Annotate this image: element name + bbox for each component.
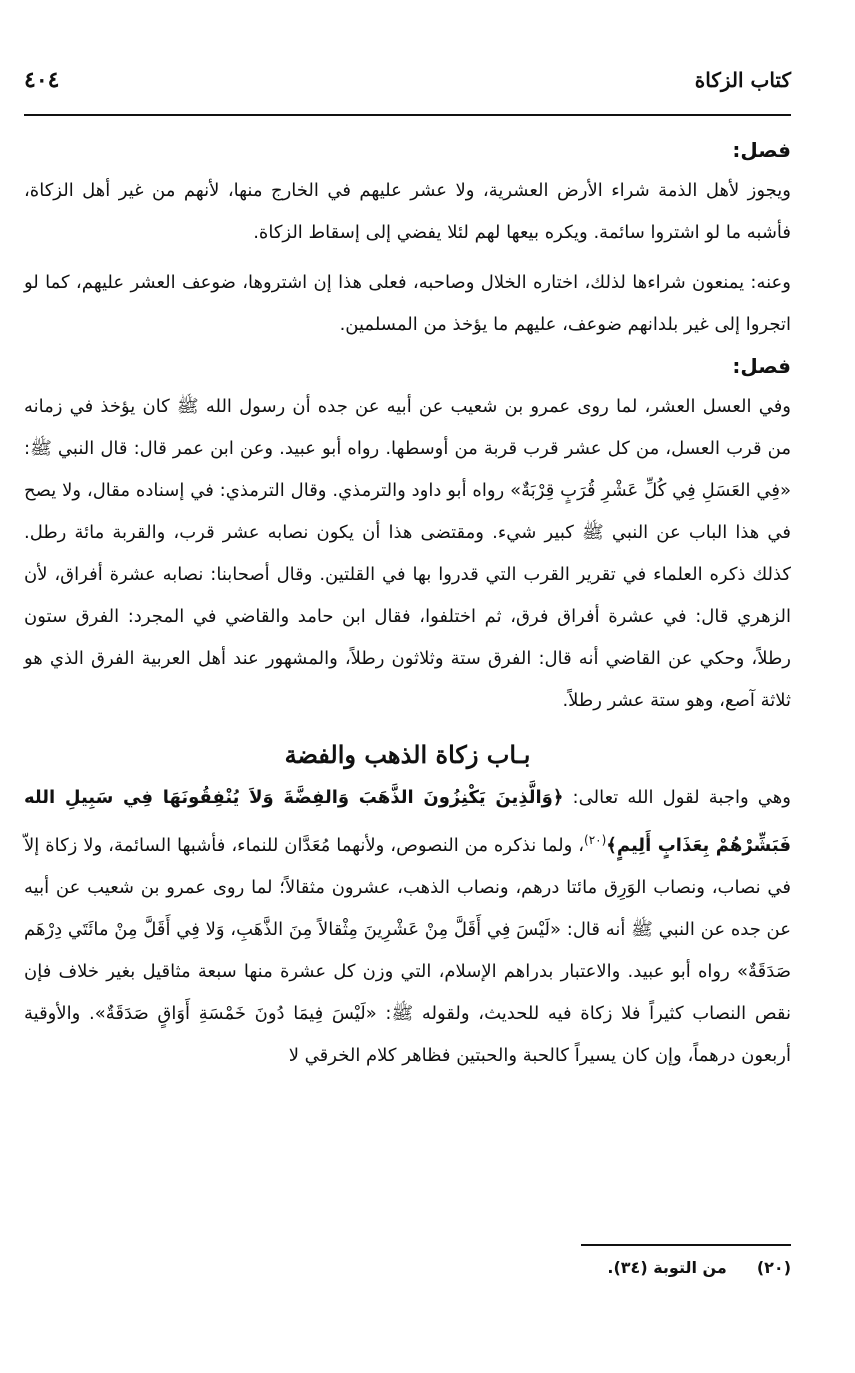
chapter-title: بـاب زكاة الذهب والفضة <box>284 740 531 769</box>
paragraph-honey: وفي العسل العشر، لما روى عمرو بن شعيب عن أبيه عن جده أن رسول الله ﷺ كان يؤخذ في زمانه من قرب العسل، من كل عشر قرب قربة من أوسطها. رواه أبو عبيد. وعن ابن عمر قال: قال النبي ﷺ: «فِي العَسَلِ فِي كُلِّ عَشْرِ قُرَبٍ قِرْبَةٌ» رواه أبو داود والترمذي. وقال الترمذي: في إسناده مقال، ولا يصح في هذا الباب عن النبي ﷺ كبير شيء. ومقتضى هذا أن يكون نصابه عشر قرب، والقربة مائة رطل. كذلك ذكره العلماء في تقرير القرب التي قدروا بها في القلتين. وقال أصحابنا: نصابه عشرة أفراق، لأن الزهري قال: في عشرة أفراق فرق، ثم اختلفوا، فقال ابن حامد والقاضي في المجرد: الفرق ستون رطلاً، وحكي عن القاضي أنه قال: الفرق ستة وثلاثون رطلاً، والمشهور عند أهل العربية الفرق الذي هو ثلاثة آصع، وهو ستة عشر رطلاً. <box>24 396 791 711</box>
footnote-text: من التوبة (٣٤). <box>607 1258 727 1277</box>
page-number: ٤٠٤ <box>24 67 60 93</box>
paragraph-2: وعنه: يمنعون شراءها لذلك، اختاره الخلال وصاحبه، فعلى هذا إن اشتروها، ضوعف العشر عليهم، كما لو اتجروا إلى غير بلدانهم ضوعف، عليهم ما يؤخذ من المسلمين. <box>24 272 791 335</box>
paragraph-1: ويجوز لأهل الذمة شراء الأرض العشرية، ولا عشر عليهم في الخارج منها، لأنهم من غير أهل الزكاة، فأشبه ما لو اشتروا سائمة. ويكره بيعها لهم لئلا يفضي إلى إسقاط الزكاة. <box>24 180 791 243</box>
quran-verse: ﴿وَالَّذِينَ يَكْنِزُونَ الذَّهَبَ وَالفِضَّةَ وَلاَ يُنْفِقُونَهَا فِي سَبِيلِ الله فَبَشِّرْهُمْ بِعَذَابٍ أَلِيمٍ﴾ <box>24 787 791 856</box>
section-heading-1: فصل: <box>732 138 791 162</box>
page-body <box>24 132 791 1085</box>
footnote <box>607 1258 791 1277</box>
chapter-body: ، ولما نذكره من النصوص، ولأنهما مُعَدَّان للنماء، فأشبها السائمة، ولا زكاة إلاّ في نصاب، ونصاب الوَرِق مائتا درهم، ونصاب الذهب، عشرون مثقالاً؛ لما روى عمرو بن شعيب عن أبيه عن جده عن النبي ﷺ أنه قال: «لَيْسَ فِي أَقَلَّ مِنْ عَشْرِينَ مِثْقالاً مِنَ الذَّهَبِ، وَلا فِي أَقَلَّ مِنْ مائَتَي دِرْهَم صَدَقَةٌ» رواه أبو عبيد. والاعتبار بدراهم الإسلام، التي وزن كل عشرة منها سبعة مثاقيل بغير خلاف فإن نقص النصاب كثيراً فلا زكاة فيه للحديث، ولقوله ﷺ: «لَيْسَ فِيمَا دُونَ خَمْسَةِ أَوَاقٍ صَدَقَةٌ». والأوقية أربعون درهماً، وإن كان يسيراً كالحبة والحبتين فظاهر كلام الخرقي لا <box>24 835 791 1066</box>
header-rule <box>24 114 791 116</box>
footnote-number: (٢٠) <box>756 1258 791 1277</box>
section-heading-2: فصل: <box>732 354 791 378</box>
chapter-intro: وهي واجبة لقول الله تعالى: <box>563 787 791 808</box>
footnote-ref: (٢٠) <box>584 833 607 847</box>
page-header <box>24 60 791 100</box>
paragraph-gold-silver <box>24 777 791 1077</box>
footnote-rule <box>581 1244 791 1246</box>
running-title: كتاب الزكاة <box>694 68 791 92</box>
